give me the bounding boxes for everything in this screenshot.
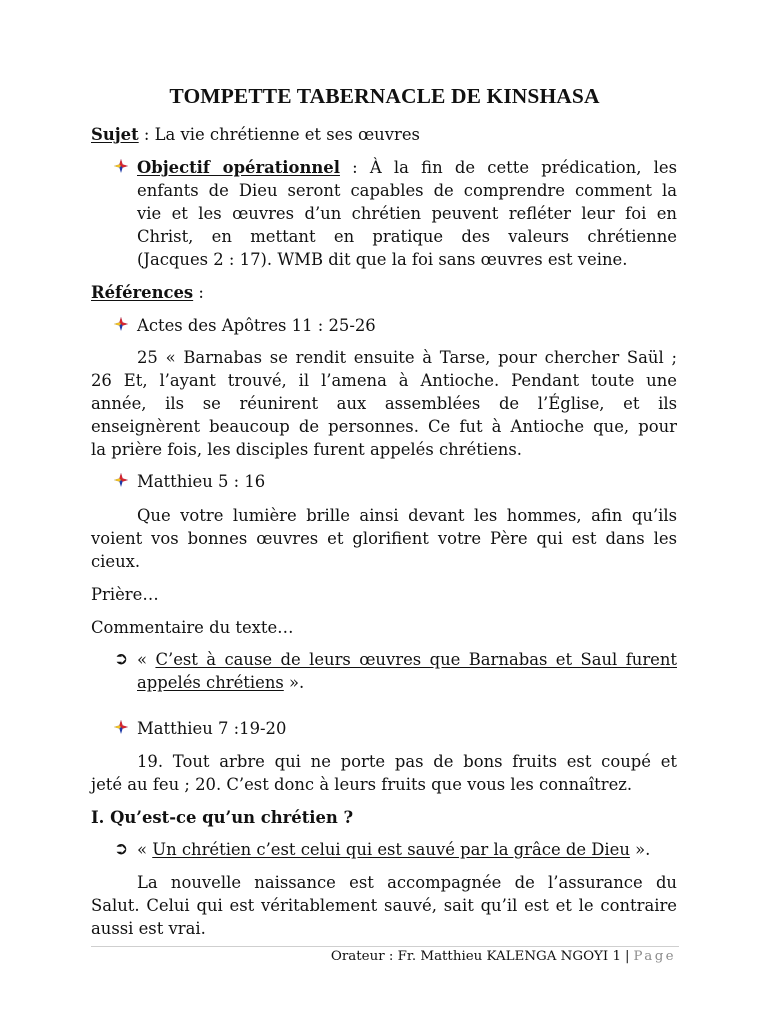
- commentaire-line: Commentaire du texte…: [91, 618, 294, 637]
- objectif-paragraph: Objectif opérationnel : À la fin de cette prédication, les enfants de Dieu seront capables de comprendre comment la vie et les œuvres d’un chrétien peuvent refléter leur foi en Christ, en mettant en pratique des valeurs chrétienne (Jacques 2 : 17). WMB dit que la foi sans œuvres est veine.: [137, 158, 677, 269]
- arrow-bullet-icon: ➲: [114, 649, 129, 669]
- section-heading: I. Qu’est-ce qu’un chrétien ?: [91, 808, 354, 827]
- footer-orateur: Orateur : Fr. Matthieu KALENGA NGOYI: [330, 949, 609, 964]
- final-paragraph: La nouvelle naissance est accompagnée de l’assurance du Salut. Celui qui est véritablement sauvé, sait qu’il est et le contraire aussi est vrai.: [91, 873, 677, 938]
- quote-chretien: « Un chrétien c’est celui qui est sauvé par la grâce de Dieu ».: [137, 840, 651, 859]
- star-bullet-icon: [114, 473, 128, 487]
- quote-barnabas: « C’est à cause de leurs œuvres que Barnabas et Saul furent appelés chrétiens ».: [137, 650, 677, 692]
- page-footer: Orateur : Fr. Matthieu KALENGA NGOYI 1 | Page: [330, 949, 676, 964]
- star-bullet-icon: [114, 159, 128, 173]
- objectif-label: Objectif opérationnel: [137, 158, 340, 177]
- page-title: TOMPETTE TABERNACLE DE KINSHASA: [169, 84, 600, 108]
- sujet-line: [91, 123, 420, 146]
- sujet-label: Sujet: [91, 125, 139, 144]
- ref-acts-heading: Actes des Apôtres 11 : 25-26: [137, 316, 376, 335]
- ref-matthew-5-text: Que votre lumière brille ainsi devant les hommes, afin qu’ils voient vos bonnes œuvres et glorifient votre Père qui est dans les cieux.: [91, 506, 677, 571]
- sujet-text: : La vie chrétienne et ses œuvres: [138, 125, 420, 144]
- ref-matthew-5-heading: Matthieu 5 : 16: [137, 472, 266, 491]
- arrow-bullet-icon: ➲: [114, 839, 129, 859]
- references-heading: Références :: [91, 283, 204, 302]
- ref-matthew-7-heading: Matthieu 7 :19-20: [137, 719, 287, 738]
- star-bullet-icon: [114, 720, 128, 734]
- priere-line: Prière…: [91, 585, 159, 604]
- footer-page-number: 1: [612, 949, 621, 964]
- references-label: Références: [91, 283, 194, 302]
- ref-acts-text: 25 « Barnabas se rendit ensuite à Tarse, pour chercher Saül ; 26 Et, l’ayant trouvé, il l’amena à Antioche. Pendant toute une année, ils se réunirent aux assemblées de l’Église, et ils enseignèrent beaucoup de personnes. Ce fut à Antioche que, pour la prière fois, les disciples furent appelés chrétiens.: [91, 348, 677, 459]
- footer-page-label: Page: [633, 949, 676, 964]
- star-bullet-icon: [114, 317, 128, 331]
- ref-matthew-7-text: 19. Tout arbre qui ne porte pas de bons fruits est coupé et jeté au feu ; 20. C’est donc à leurs fruits que vous les connaîtrez.: [91, 752, 677, 794]
